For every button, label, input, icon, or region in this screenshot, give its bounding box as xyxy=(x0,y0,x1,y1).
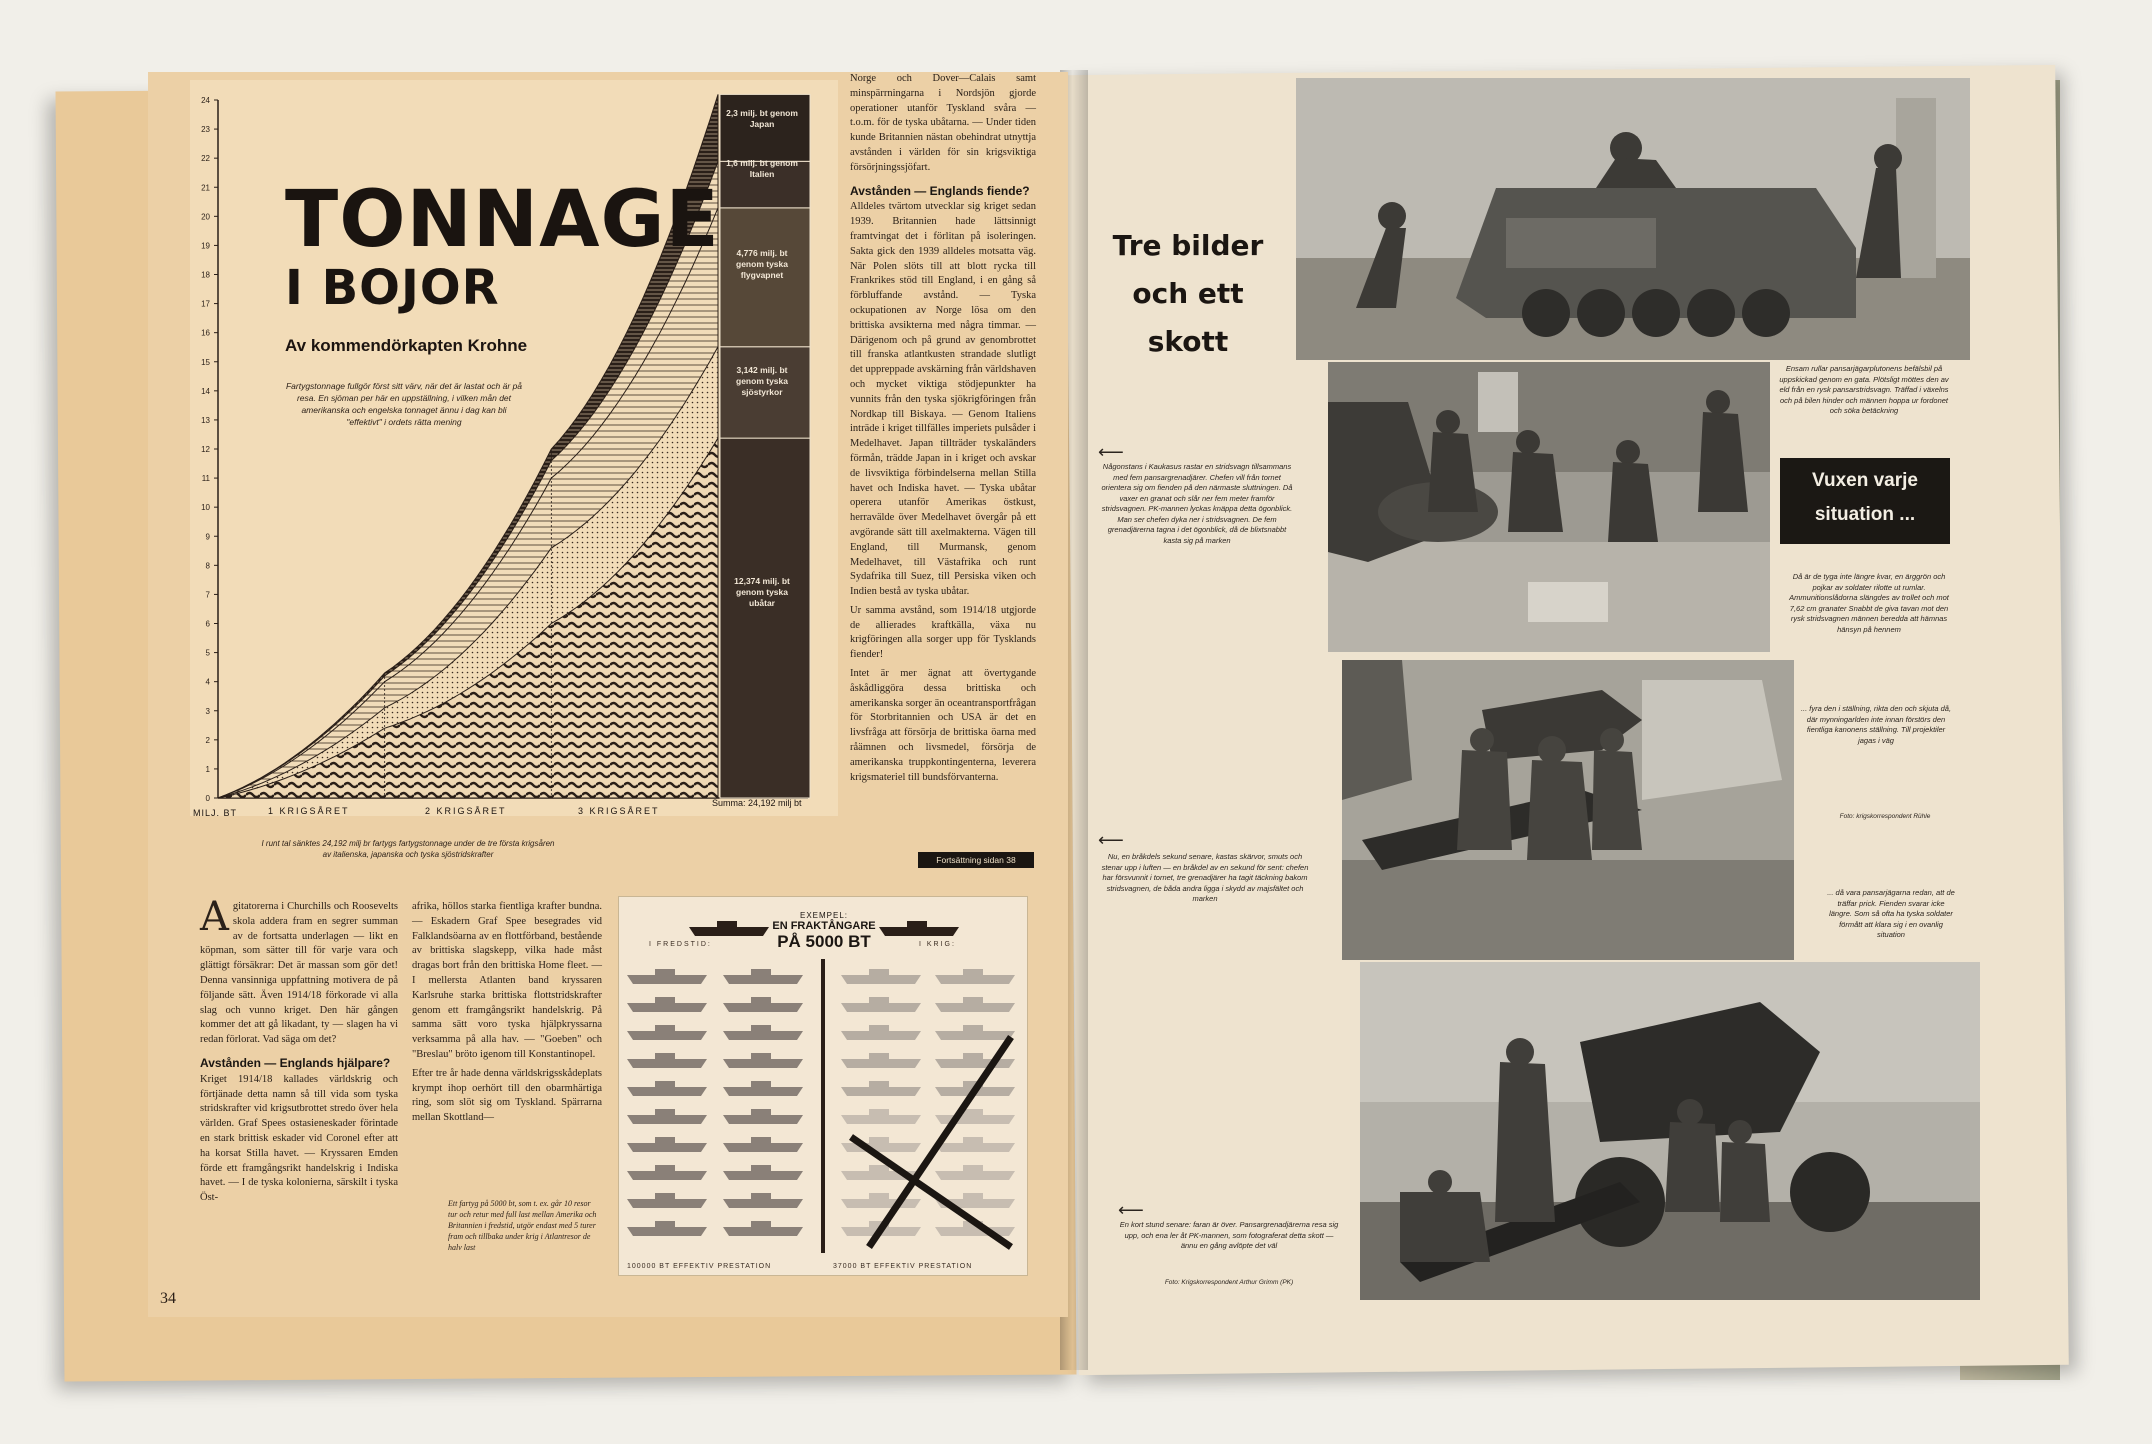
ship-icon xyxy=(935,1025,1015,1040)
y-tick-label: 22 xyxy=(201,154,210,164)
ships-foot-right: 37000 BT EFFEKTIV PRESTATION xyxy=(833,1263,973,1270)
continuation-badge: Fortsättning sidan 38 xyxy=(918,852,1034,868)
side-caption-2: Då är de tyga inte längre kvar, en ärggrön och pojkar av soldater rilotte ut rumlar. Ammunitionslådorna slängdes av trollet och mot 7,62 cm granater Snabbt de giva tavan mot den rysk stridsvagnen männen beredda att hämnas hänsyn på hennem xyxy=(1789,572,1949,634)
ship-icon xyxy=(935,1137,1015,1152)
ship-icon xyxy=(723,1221,803,1236)
ship-icon xyxy=(627,1165,707,1180)
ship-icon xyxy=(841,1025,921,1040)
ship-icon xyxy=(627,969,707,984)
photo-gun-firing-svg xyxy=(1360,962,1980,1300)
y-tick-label: 2 xyxy=(205,735,210,745)
y-tick-label: 15 xyxy=(201,357,210,367)
ships-peace-label: I FREDSTID: xyxy=(649,941,712,948)
photo-gun-firing xyxy=(1360,962,1980,1300)
ship-icon xyxy=(723,1053,803,1068)
drop-cap: A xyxy=(200,894,229,940)
headline-tonnage: TONNAGE xyxy=(285,175,720,265)
vuxen-badge xyxy=(1780,458,1950,544)
photo-gun-crew xyxy=(1328,362,1770,652)
ship-icon xyxy=(627,1109,707,1124)
ship-icon xyxy=(841,1053,921,1068)
ship-icon xyxy=(723,1109,803,1124)
arrow-icon: ⟵ xyxy=(1118,1200,1144,1220)
ship-icon xyxy=(723,1137,803,1152)
y-tick-label: 21 xyxy=(201,183,210,193)
y-tick-label: 4 xyxy=(205,677,210,687)
chart-caption: I runt tal sänktes 24,192 milj br fartygs fartygstonnage under de tre första krigsåren av italienska, japanska och tyska sjöstridskrafter xyxy=(261,839,555,859)
text-column-1 xyxy=(200,894,398,1210)
ship-icon xyxy=(841,969,921,984)
right-title-line-1: Tre bilder xyxy=(1112,229,1264,262)
right-title-line-2: och ett skott xyxy=(1132,277,1244,358)
photo-gun-crew-svg xyxy=(1328,362,1770,652)
col3-para-4: Intet är mer ägnat att övertygande åskådliggöra dessa brittiska och amerikanska sorger än oceantransportfrågan för Storbritannien och USA är det en livsfråga att försörja de brittiska öarna med råämnen och livsmedel, försörja de amerikanska truppkontingenterna, leverera krigsmateriel till bundsförvanterna. xyxy=(850,668,1036,783)
y-tick-label: 9 xyxy=(205,532,210,542)
y-tick-label: 23 xyxy=(201,125,210,135)
y-tick-label: 12 xyxy=(201,445,210,454)
photo-gun-ruins-svg xyxy=(1342,660,1794,960)
vuxen-line-2: situation ... xyxy=(1814,504,1916,525)
ship-icon xyxy=(841,1081,921,1096)
cross-mark xyxy=(869,1037,1011,1247)
ship-icon xyxy=(935,1109,1015,1124)
col2-para-2: Efter tre år hade denna världskrigsskådeplats krympt ihop oerhört till den obarmhärtiga ring, som slöt sig om Tyskland. Spärrarna mellan Skottland— xyxy=(412,1067,602,1124)
bar-label-italien: 1,6 milj. bt genom Italien xyxy=(726,158,798,179)
ship-icon xyxy=(723,1193,803,1208)
ship-icon xyxy=(935,1053,1015,1068)
ships-caption: Ett fartyg på 5000 bt, som t. ex. går 10 resor tur och retur med full last mellan Amerika och Britannien i fredstid, utgör endast med 5 turer fram och tillbaka under krig i Atlantresor de halv last xyxy=(448,1199,597,1252)
ship-icon xyxy=(627,1053,707,1068)
bar-label-ubatar: 12,374 milj. bt genom tyska ubåtar xyxy=(734,576,790,608)
vuxen-line-1: Vuxen varje xyxy=(1812,470,1918,491)
ship-icon xyxy=(627,1193,707,1208)
ship-icon xyxy=(841,1193,921,1208)
y-tick-label: 17 xyxy=(201,299,210,309)
col3-para-3: Ur samma avstånd, som 1914/18 utgjorde de allierades kraftkälla, växa nu krigföringen alla sorger upp för Tysklands fiender! xyxy=(850,604,1036,661)
ship-icon xyxy=(723,1025,803,1040)
ship-icon xyxy=(841,997,921,1012)
y-tick-label: 8 xyxy=(205,561,210,571)
caption-photo-2: Nu, en bråkdels sekund senare, kastas skärvor, smuts och stenar upp i luften — en bråkdel av en sekund för sent: chefen har försvunnit i tornet, tre grenadjärer ha tagit täckning bakom stridsvagnen, de båda andra ligga i skydd av majsfältet och marken xyxy=(1101,852,1309,903)
ship-icon xyxy=(627,1081,707,1096)
col1-para-1: gitatorerna i Churchills och Roosevelts skola addera fram en segrer summan av de fortsatta underlagen — likt en köpman, som sätter till för varje vara och glättigt försäkrar: Det är massan som gör det! Denna vansinniga uppfattning motivera de på följande sätt. Även 1914/18 förkorade vi alla slag och vunno kriget. Den här gången kommer det att gå likadant, ty — slagen ha vi redan förlorat. Vad säga om det? xyxy=(200,901,398,1046)
bar-label-flygvapnet: 4,776 milj. bt genom tyska flygvapnet xyxy=(736,248,788,280)
y-tick-label: 1 xyxy=(205,764,210,774)
y-tick-label: 20 xyxy=(201,212,210,222)
intro-text: Fartygstonnage fullgör först sitt värv, när det är lastat och är på resa. En sjöman per här en uppställning, i vilken mån det amerikanska och engelska tonnaget ännu i dag kan bli "effektivt" i ordets rätta mening xyxy=(285,381,523,427)
text-column-2 xyxy=(412,900,602,1130)
text-column-3 xyxy=(850,72,1036,789)
col3-para-2: Alldeles tvärtom utvecklar sig kriget sedan 1939. Britannien hade lättsinnigt framtvingat det i förlitan på isoleringen. Sakta gick den 1939 alldeles motsatta väg. När Polen slöts till att blott rycka till Frankrikes stöd till England, i en gång så förbluffande avstånd. — Tyska ockupationen av Norge lösa om den brittiska avsikterna med några timmar. — Därigenom och på grund av genombrottet till franska atlantkusten strandade slutligt det uppreppade avskärning från världshaven och mycket viktiga stödjepunkter ha vunnits från den tyska sjökrigföringen från Nordkap till Biskaya. — Genom Italiens inträde i kriget tillfälles imperiets pulsåder i Medelhavet. Japan tillträder tyskaländers förmån, trädde Japan in i kriget och avskar de livsviktiga förbindelserna mellan Stilla havet och Indiska havet. — Tyska ubåtar operera utanför Amerikas östkust, herravälde över Medelhavet övergår på ett avgörande sätt till axelmakterna. Vägen till England, till Murmansk, genom Medelhavet, till Västafrika och runt Sydafrika till Suez, till Persiska viken och Indien bestå av tyska ubåtar. xyxy=(850,201,1037,598)
ship-icon xyxy=(723,997,803,1012)
col1-para-2: Kriget 1914/18 kallades världskrig och förtjänade detta namn så till vida som tyska stridskrafter vid krigsutbrottet stredo över hela världen. Graf Spees ostasieneskader förintade en stark brittisk eskader vid Coronel efter att ha korsat Stilla havet. — Kryssaren Emden förde ett framgångsrikt handelskrig i Indiska havet. — I de tyska kolonierna, särskilt i tyska Öst- xyxy=(200,1073,398,1204)
bar-label-japan: 2,3 milj. bt genom Japan xyxy=(726,108,798,129)
col3-heading: Avstånden — Englands fiende? xyxy=(850,183,1030,198)
photo-halftrack xyxy=(1296,78,1970,360)
photo-credit-2: Foto: krigskorrespondent Rühle xyxy=(1839,813,1931,820)
ship-icon xyxy=(627,1137,707,1152)
ships-war-label: I KRIG: xyxy=(919,941,956,948)
y-tick-label: 10 xyxy=(201,503,210,513)
bar-label-sjostyrkor: 3,142 milj. bt genom tyska sjöstyrkor xyxy=(736,365,788,397)
x-tick-1: 1 KRIGSÅRET xyxy=(268,806,350,816)
side-caption-3: ... fyra den i ställning, rikta den och skjuta då, där mynningarlden inte innan förstörs den fientliga kanonens ställning. Till projektiler jagas i väg xyxy=(1800,704,1952,745)
col2-para-1: afrika, höllos starka fientliga krafter bundna. — Eskadern Graf Spee besegrades vid Falklandsöarna av en flottförband, bestående av brittiska slagskepp, vilka hade måst dragas bort från den brittiska Home fleet. — I mellersta Atlanten band kryssaren Karlsruhe starka brittiska flottstridskrafter genom ett framgångsrikt handelskrig. På samma sätt voro tyska hjälpkryssarna verksamma på alla hav. — "Goeben" och "Breslau" bröto igenom till Konstantinopel. xyxy=(412,901,602,1060)
ship-icon xyxy=(627,997,707,1012)
col3-para-1: Norge och Dover—Calais samt minspärrningarna i Nordsjön gjorde operationer utanför Tyskland svåra — t.o.m. för de tyska ubåtarna. — Under tiden kunde Britannien nästan obehindrat utnyttja avstånden i världen för sin krigsviktiga försörjningssjöfart. xyxy=(850,73,1036,173)
arrow-icon: ⟵ xyxy=(1098,442,1124,462)
y-tick-label: 3 xyxy=(205,706,210,716)
arrow-icon: ⟵ xyxy=(1098,830,1124,850)
ship-icon xyxy=(841,1109,921,1124)
y-tick-label: 13 xyxy=(201,415,210,425)
ships-foot-left: 100000 BT EFFEKTIV PRESTATION xyxy=(627,1263,772,1270)
ships-title-1: EN FRAKTÅNGARE xyxy=(772,920,876,932)
ship-icon xyxy=(935,1165,1015,1180)
side-caption-1: Ensam rullar pansarjägarplutonens befälsbil på uppskickad genom en gata. Plötsligt möttes den av eld från en rysk pansarstridsvagn. Träffad i växelns och på bilen hinder och männen hoppa ur fordonet och söka betäckning xyxy=(1779,364,1949,415)
ship-icon xyxy=(723,969,803,984)
right-page-title xyxy=(1088,222,1288,366)
photo-credit-1: Foto: Krigskorrespondent Arthur Grimm (PK) xyxy=(1164,1279,1294,1286)
ships-title-2: PÅ 5000 BT xyxy=(777,932,871,951)
headline-i-bojor: I BOJOR xyxy=(285,260,500,316)
ships-title xyxy=(709,911,939,952)
x-tick-3: 3 KRIGSÅRET xyxy=(578,806,660,816)
ships-example-label: EXEMPEL: xyxy=(799,911,848,920)
col1-heading: Avstånden — Englands hjälpare? xyxy=(200,1055,391,1070)
y-tick-label: 19 xyxy=(201,241,210,251)
y-axis-unit: MILJ. BT xyxy=(193,808,238,818)
x-tick-2: 2 KRIGSÅRET xyxy=(425,806,507,816)
ship-icon xyxy=(627,1221,707,1236)
y-tick-label: 18 xyxy=(201,270,210,280)
ships-svg xyxy=(619,897,1027,1275)
ship-icon xyxy=(627,1025,707,1040)
ship-icon xyxy=(723,1081,803,1096)
byline: Av kommendörkapten Krohne xyxy=(285,336,528,355)
y-tick-label: 5 xyxy=(205,648,210,658)
photo-gun-ruins xyxy=(1342,660,1794,960)
y-tick-label: 11 xyxy=(201,474,210,484)
side-caption-4: ... då vara pansarjägarna redan, att de träffar prick. Fienden svarar icke längre. Som så ofta ha tyska soldater förmått att klara sig i en ovanlig situation xyxy=(1827,888,1955,939)
caption-photo-3: En kort stund senare: faran är över. Pansargrenadjärerna resa sig upp, och ena ler åt PK-mannen, som fotograferat detta skott — ännu en gång avlöpte det väl xyxy=(1119,1220,1339,1250)
ships-infographic xyxy=(618,896,1028,1276)
y-tick-label: 14 xyxy=(201,386,210,396)
page-number: 34 xyxy=(160,1290,176,1307)
y-tick-label: 16 xyxy=(201,328,210,338)
ship-icon xyxy=(935,969,1015,984)
y-tick-label: 0 xyxy=(205,794,210,803)
ship-icon xyxy=(723,1165,803,1180)
photo-halftrack-svg xyxy=(1296,78,1970,360)
chart-total: Summa: 24,192 milj bt xyxy=(712,798,802,808)
ship-icon xyxy=(935,997,1015,1012)
caption-photo-1: Någonstans i Kaukasus rastar en stridsvagn tillsammans med fem pansargrenadjärer. Chefen vill från tornet orientera sig om fienden på den närmaste sluttningen. Då vaxer en granat och slår ner fem meter framför stridsvagnen. PK-mannen lyckas knäppa detta ögonblick. Man ser chefen dyka ner i stridsvagnen. De fem grenadjärerna tagna i det ögonblick, då de blixtsnabbt kasta sig på marken xyxy=(1101,462,1293,545)
y-tick-label: 7 xyxy=(205,590,210,600)
summary-bar-segment-0 xyxy=(720,438,810,798)
y-tick-label: 6 xyxy=(205,619,210,629)
y-tick-label: 24 xyxy=(201,96,210,105)
